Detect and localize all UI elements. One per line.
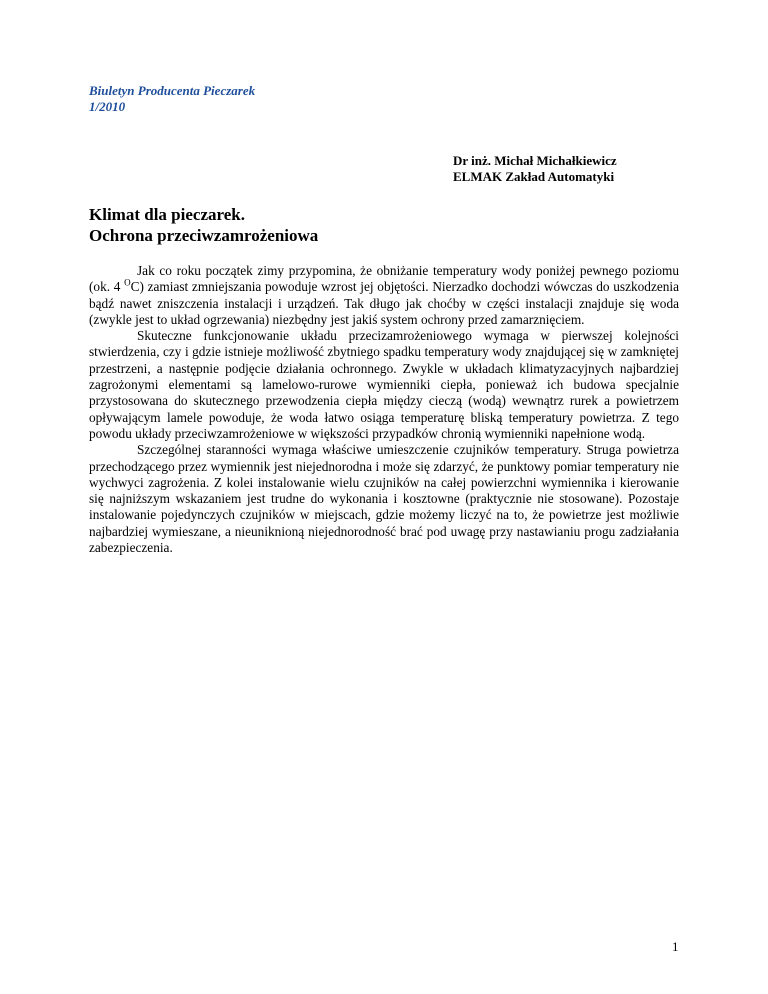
author-name: Dr inż. Michał Michałkiewicz bbox=[453, 153, 617, 168]
paragraph-2: Skuteczne funkcjonowanie układu przecizamrożeniowego wymaga w pierwszej kolejności stwierdzenia, czy i gdzie istnieje możliwość zbytniego spadku temperatury wody znajdującej się w zamkniętej przestrzeni, a następnie podjęcie działania ochronnego. Zwykle w układach klimatyzacyjnych najbardziej zagrożonymi elementami są lamelowo-rurowe wymienniki ciepła, ponieważ ich budowa specjalnie przystosowana do skutecznego przewodzenia ciepła między cieczą (wodą) wewnątrz rurek a powietrzem opływającym lamele powoduje, że woda łatwo osiąga temperaturę bliską temperatury powietrza. Z tego powodu układy przeciwzamrożeniowe w większości przypadków chronią wymienniki napełnione wodą. bbox=[89, 328, 679, 441]
paragraph-1-end: C) zamiast zmniejszania powoduje wzrost jej objętości. Nierzadko dochodzi wówczas do uszkodzenia bądź nawet zniszczenia instalacji i urządzeń. Tak długo jak choćby w części instalacji znajduje się woda (zwykle jest to układ ogrzewania) niezbędny jest jakiś system ochrony przed zamarznięciem. bbox=[89, 279, 679, 327]
degree-superscript: O bbox=[124, 277, 131, 288]
paragraph-1 bbox=[89, 263, 679, 328]
paragraph-1-start: Jak co roku początek zimy przypomina, że obniżanie temperatury wody poniżej pewnego poziomu (ok. 4 bbox=[89, 263, 679, 295]
bulletin-issue: 1/2010 bbox=[89, 99, 126, 114]
bulletin-header bbox=[89, 83, 255, 115]
bulletin-name: Biuletyn Producenta Pieczarek bbox=[89, 83, 256, 98]
article-title bbox=[89, 204, 318, 246]
article-title-line1: Klimat dla pieczarek. bbox=[89, 205, 245, 224]
page-number: 1 bbox=[672, 939, 679, 954]
author-affiliation: ELMAK Zakład Automatyki bbox=[453, 169, 615, 184]
paragraph-3: Szczególnej staranności wymaga właściwe umieszczenie czujników temperatury. Struga powietrza przechodzącego przez wymiennik jest niejednorodna i może się zdarzyć, że punktowy pomiar temperatury nie wychwyci zagrożenia. Z kolei instalowanie wielu czujników na całej powierzchni wymiennika i kierowanie się najniższym wskazaniem jest trudne do wykonania i kosztowne (praktycznie nie stosowane). Pozostaje instalowanie pojedynczych czujników w miejscach, gdzie możemy liczyć na to, że powietrze jest możliwie najbardziej wymieszane, a nieuniknioną niejednorodność brać pod uwagę przy nastawianiu progu zadziałania zabezpieczenia. bbox=[89, 442, 679, 556]
article-title-line2: Ochrona przeciwzamrożeniowa bbox=[89, 226, 319, 245]
author-block bbox=[453, 153, 617, 185]
article-body bbox=[89, 263, 679, 556]
